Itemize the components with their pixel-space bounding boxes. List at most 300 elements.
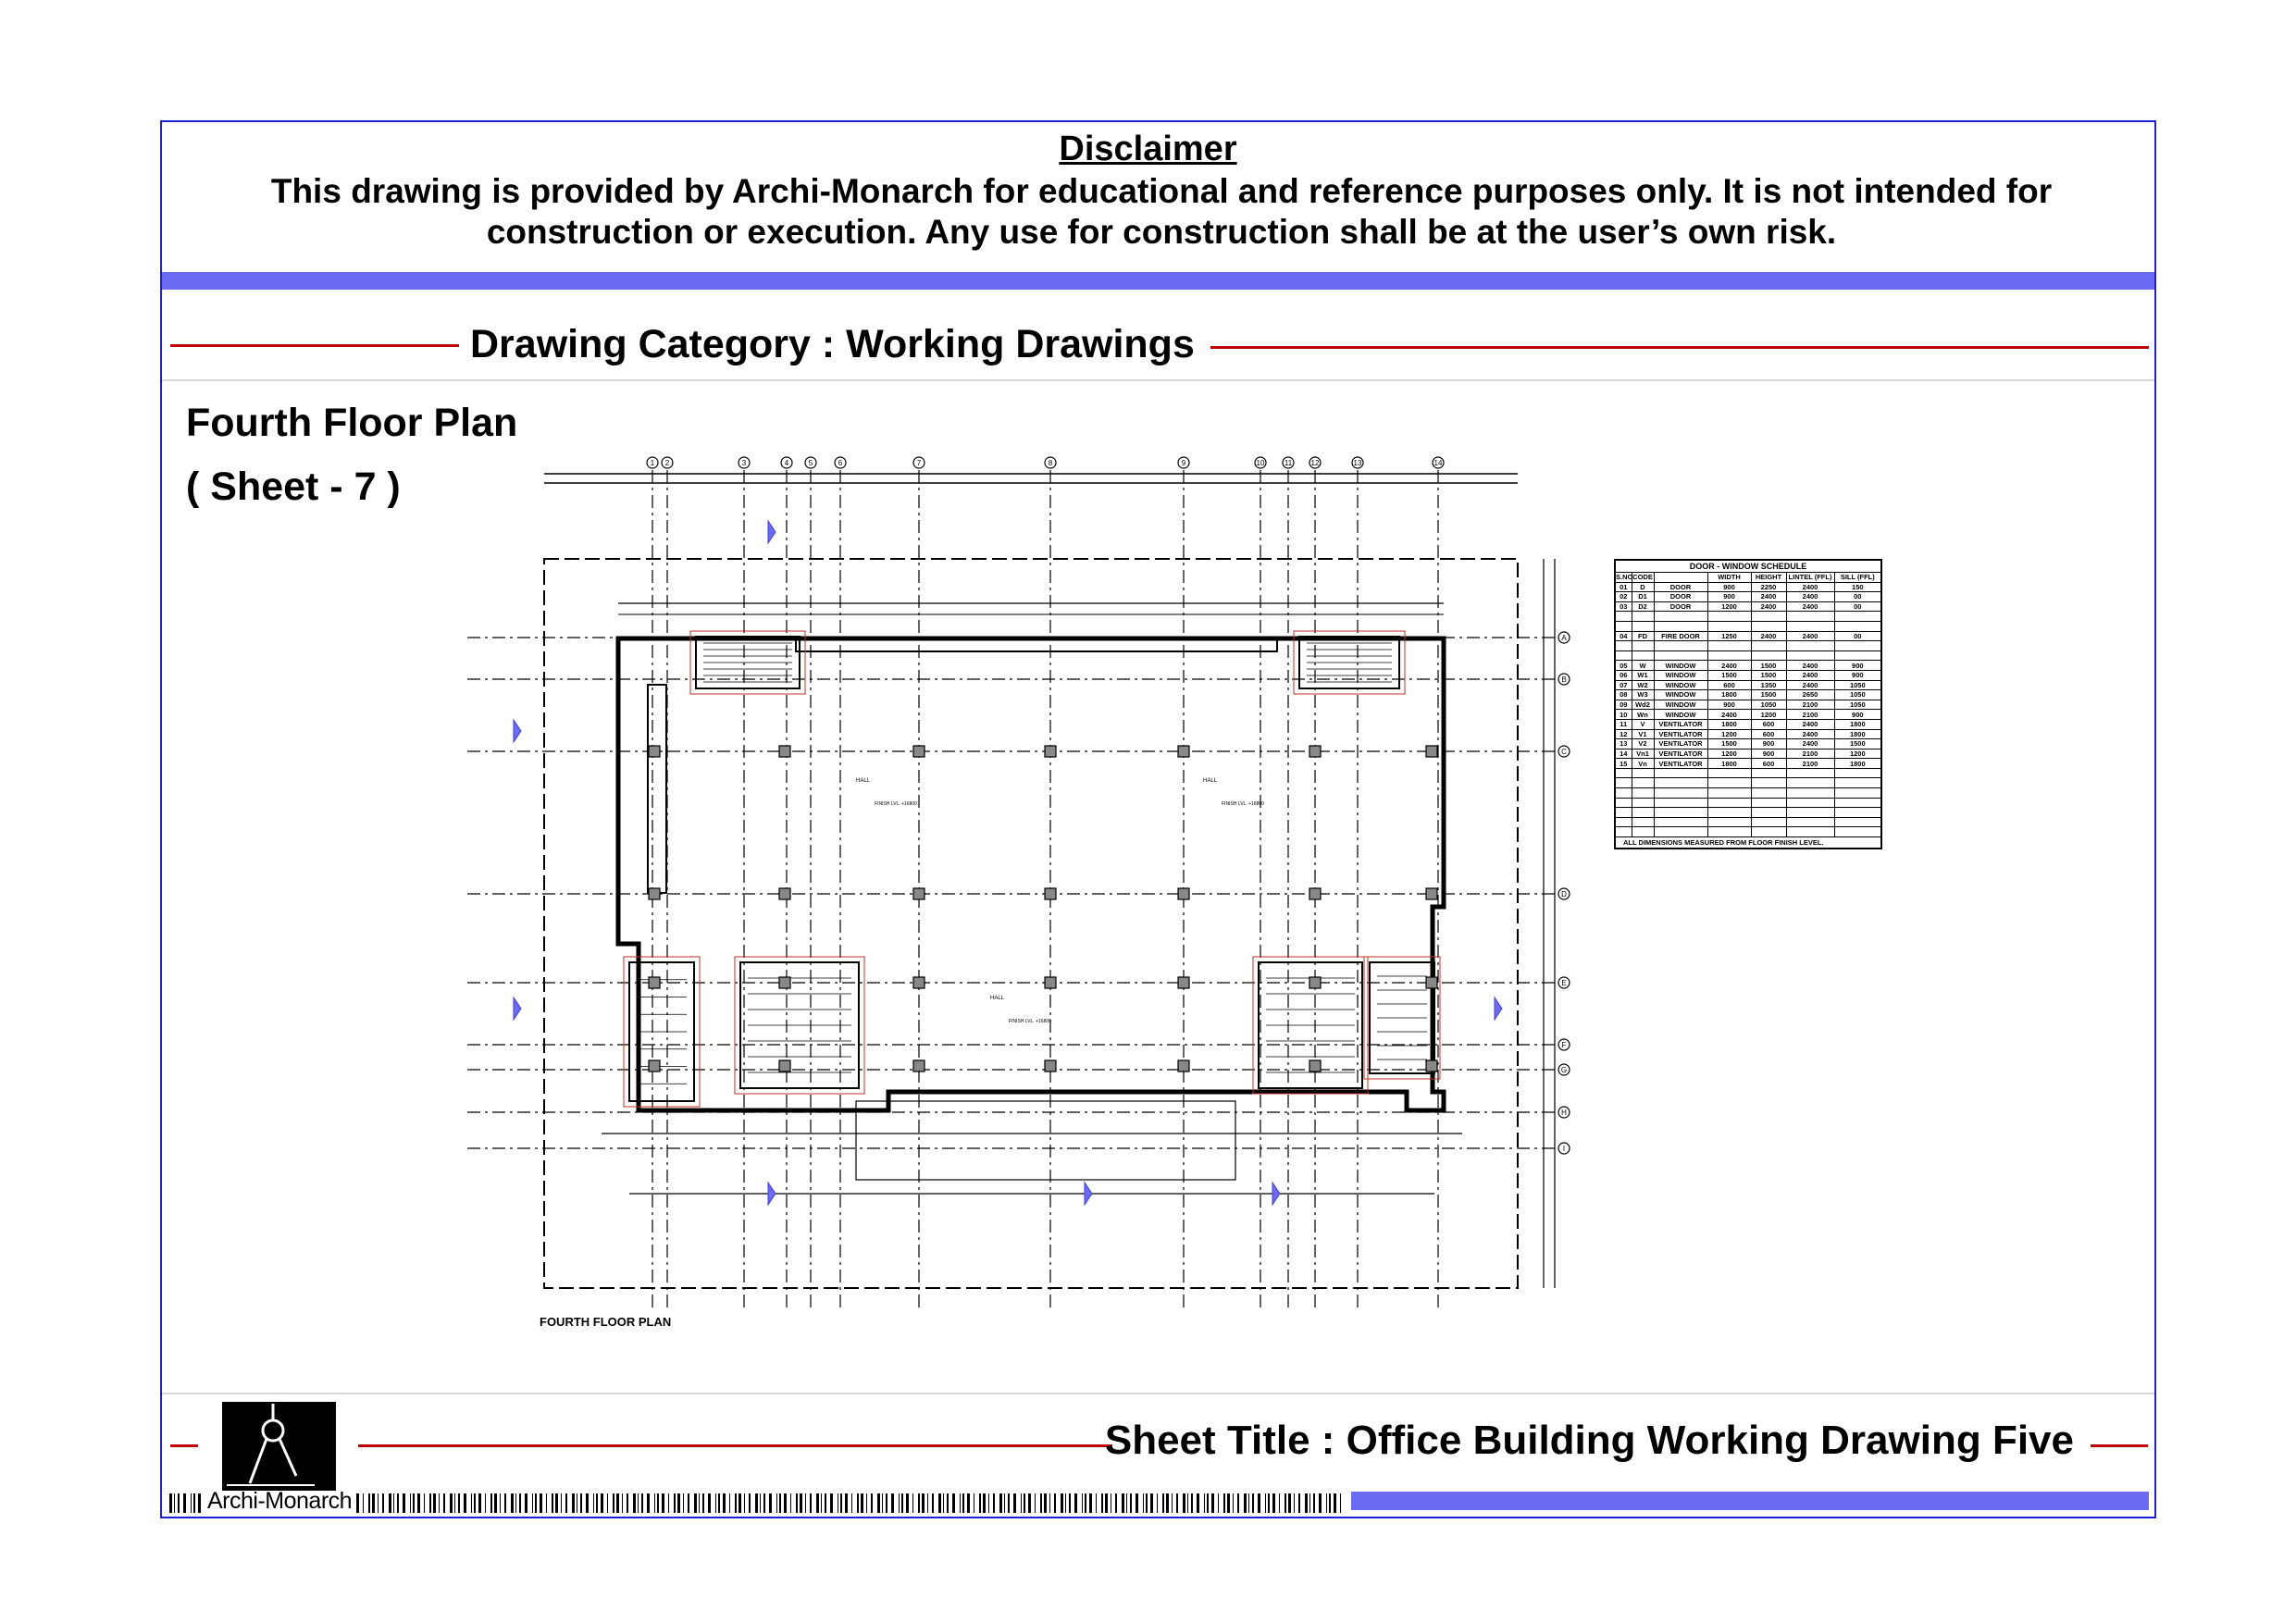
grid-label: 14 — [1433, 459, 1443, 467]
barcode-bar — [413, 1493, 415, 1513]
barcode-bar — [1065, 1493, 1066, 1513]
schedule-cell: 1200 — [1707, 749, 1751, 759]
schedule-cell: 00 — [1834, 631, 1881, 641]
grid-label: 7 — [916, 459, 922, 467]
barcode-bar — [1207, 1493, 1209, 1513]
barcode-bar — [901, 1493, 903, 1513]
barcode-bar — [779, 1493, 781, 1513]
schedule-cell: 2650 — [1786, 690, 1834, 700]
barcode-bar — [1309, 1493, 1310, 1513]
schedule-cell: 2400 — [1751, 592, 1786, 602]
schedule-cell — [1786, 817, 1834, 827]
schedule-cell — [1834, 827, 1881, 837]
barcode-bar — [1024, 1493, 1025, 1513]
barcode-bar — [1285, 1493, 1286, 1513]
schedule-row — [1615, 670, 1881, 680]
schedule-cell: 2400 — [1786, 739, 1834, 750]
schedule-cell: D1 — [1632, 592, 1654, 602]
grid-label: B — [1561, 675, 1567, 684]
barcode-bar — [535, 1493, 537, 1513]
schedule-cell: 1050 — [1834, 690, 1881, 700]
schedule-cell: Vn — [1632, 759, 1654, 769]
schedule-cell — [1751, 827, 1786, 837]
finish-level-label: FINISH LVL. +16800 — [1222, 801, 1264, 807]
schedule-cell — [1707, 808, 1751, 818]
barcode-bar — [1334, 1493, 1336, 1513]
barcode-bar — [1265, 1493, 1266, 1513]
barcode-bar — [1279, 1493, 1280, 1513]
schedule-cell: 900 — [1707, 700, 1751, 710]
schedule-cell: 1800 — [1834, 759, 1881, 769]
barcode-bar — [694, 1493, 697, 1513]
structural-column — [779, 977, 790, 988]
structural-column — [1426, 888, 1437, 899]
schedule-cell: W1 — [1632, 670, 1654, 680]
schedule-cell: WINDOW — [1654, 710, 1707, 720]
schedule-cell — [1615, 778, 1632, 788]
finish-level-label: FINISH LVL. +16800 — [875, 801, 917, 807]
schedule-cell: 2400 — [1786, 661, 1834, 671]
schedule-cell: 900 — [1834, 710, 1881, 720]
brand-name: Archi-Monarch — [207, 1488, 353, 1514]
schedule-row — [1615, 739, 1881, 750]
barcode-bar — [999, 1493, 1002, 1513]
schedule-cell — [1834, 788, 1881, 799]
barcode-bar — [1122, 1493, 1124, 1513]
schedule-cell: 1800 — [1707, 719, 1751, 729]
schedule-header: SILL (FFL) — [1834, 573, 1881, 583]
schedule-cell: WINDOW — [1654, 661, 1707, 671]
schedule-cell: 2100 — [1786, 710, 1834, 720]
schedule-cell — [1751, 788, 1786, 799]
barcode-bar — [183, 1493, 186, 1513]
schedule-cell: 1500 — [1707, 670, 1751, 680]
barcode-bar — [198, 1493, 201, 1513]
barcode-bar — [962, 1493, 964, 1513]
barcode-bar — [525, 1493, 527, 1513]
schedule-cell: 1200 — [1707, 729, 1751, 739]
barcode-bar — [1101, 1493, 1103, 1513]
grid-label: F — [1561, 1041, 1567, 1049]
schedule-cell: VENTILATOR — [1654, 729, 1707, 739]
schedule-cell — [1786, 788, 1834, 799]
barcode-bar — [657, 1493, 659, 1513]
schedule-cell — [1786, 827, 1834, 837]
schedule-cell — [1751, 768, 1786, 778]
barcode-bar — [389, 1493, 391, 1513]
barcode-bar — [1233, 1493, 1234, 1513]
schedule-cell: WINDOW — [1654, 680, 1707, 690]
barcode-bar — [699, 1493, 700, 1513]
schedule-cell: 1200 — [1707, 601, 1751, 612]
barcode-bar — [586, 1493, 589, 1513]
schedule-cell — [1707, 650, 1751, 661]
barcode-bar — [821, 1493, 822, 1513]
grid-label: C — [1561, 748, 1567, 756]
barcode-bar — [1040, 1493, 1042, 1513]
schedule-cell: WINDOW — [1654, 670, 1707, 680]
schedule-cell: 2400 — [1707, 661, 1751, 671]
structural-column — [649, 746, 660, 757]
barcode-bar — [899, 1493, 900, 1513]
schedule-cell: Wn — [1632, 710, 1654, 720]
schedule-cell — [1632, 641, 1654, 651]
barcode-bar — [840, 1493, 842, 1513]
schedule-cell — [1751, 612, 1786, 622]
barcode-bar — [1223, 1493, 1225, 1513]
schedule-cell: WINDOW — [1654, 690, 1707, 700]
barcode-bar — [816, 1493, 819, 1513]
grid-label: 4 — [784, 459, 789, 467]
structural-column — [1309, 977, 1321, 988]
barcode-bar — [378, 1493, 379, 1513]
barcode-bar — [596, 1493, 598, 1513]
schedule-cell — [1654, 641, 1707, 651]
section-marker-icon — [768, 1183, 776, 1205]
barcode-bar — [1115, 1493, 1117, 1513]
grid-label: E — [1561, 979, 1567, 987]
barcode-bar — [729, 1493, 730, 1513]
barcode-bar — [478, 1493, 481, 1513]
barcode-bar — [1197, 1493, 1199, 1513]
structural-column — [1309, 746, 1321, 757]
barcode-bar — [638, 1493, 639, 1513]
schedule-title: DOOR - WINDOW SCHEDULE — [1615, 560, 1881, 573]
disclaimer-line-2: construction or execution. Any use for construction shall be at the user’s own risk. — [486, 213, 1837, 251]
barcode-bar — [1211, 1493, 1214, 1513]
schedule-note-row — [1615, 837, 1881, 849]
schedule-cell: VENTILATOR — [1654, 749, 1707, 759]
schedule-cell — [1751, 641, 1786, 651]
schedule-cell — [1834, 650, 1881, 661]
structural-column — [1426, 977, 1437, 988]
schedule-cell: 2100 — [1786, 759, 1834, 769]
barcode-bar — [1096, 1493, 1097, 1513]
barcode-bar — [1204, 1493, 1205, 1513]
schedule-cell — [1751, 817, 1786, 827]
barcode-bar — [749, 1493, 751, 1513]
schedule-cell: DOOR — [1654, 582, 1707, 592]
barcode-bar — [1089, 1493, 1092, 1513]
schedule-cell — [1632, 817, 1654, 827]
grid-label: 12 — [1310, 459, 1320, 467]
schedule-cell: 1800 — [1707, 759, 1751, 769]
schedule-cell: 00 — [1834, 592, 1881, 602]
barcode-bar — [1313, 1493, 1315, 1513]
barcode-bar — [738, 1493, 741, 1513]
grid-label: 8 — [1048, 459, 1053, 467]
schedule-cell: 2400 — [1786, 592, 1834, 602]
schedule-cell — [1834, 641, 1881, 651]
barcode-bar — [397, 1493, 399, 1513]
schedule-cell — [1751, 650, 1786, 661]
schedule-row — [1615, 641, 1881, 651]
schedule-row — [1615, 592, 1881, 602]
drawing-label: FOURTH FLOOR PLAN — [540, 1315, 672, 1329]
barcode-bar — [983, 1493, 986, 1513]
schedule-cell: 1500 — [1751, 690, 1786, 700]
barcode-bar — [1013, 1493, 1016, 1513]
barcode-bar — [851, 1493, 852, 1513]
schedule-cell — [1786, 808, 1834, 818]
barcode-bar — [368, 1493, 370, 1513]
barcode-bar — [796, 1493, 798, 1513]
schedule-cell: 2400 — [1786, 680, 1834, 690]
schedule-cell: 04 — [1615, 631, 1632, 641]
schedule-cell: VENTILATOR — [1654, 719, 1707, 729]
barcode-bar — [1157, 1493, 1158, 1513]
barcode-bar — [769, 1493, 772, 1513]
schedule-cell: 1050 — [1834, 680, 1881, 690]
schedule-cell: 1050 — [1751, 700, 1786, 710]
sheet-number: ( Sheet - 7 ) — [186, 465, 401, 509]
barcode-bar — [1126, 1493, 1127, 1513]
section-marker-icon — [1085, 1183, 1092, 1205]
structural-column — [913, 977, 925, 988]
barcode-bar — [938, 1493, 941, 1513]
schedule-cell: 2100 — [1786, 749, 1834, 759]
barcode-bar — [1074, 1493, 1077, 1513]
schedule-row — [1615, 808, 1881, 818]
schedule-cell — [1707, 798, 1751, 808]
schedule-cell — [1632, 621, 1654, 631]
structural-column — [1178, 1060, 1189, 1072]
schedule-cell: 2400 — [1786, 601, 1834, 612]
schedule-cell — [1834, 778, 1881, 788]
section-marker-icon — [514, 720, 521, 742]
structural-column — [649, 888, 660, 899]
schedule-cell — [1632, 778, 1654, 788]
schedule-cell: 600 — [1751, 729, 1786, 739]
barcode-right — [356, 1493, 1347, 1513]
schedule-cell: 1800 — [1834, 719, 1881, 729]
section-marker-icon — [1272, 1183, 1280, 1205]
schedule-cell: DOOR — [1654, 601, 1707, 612]
schedule-row — [1615, 768, 1881, 778]
barcode-bar — [546, 1493, 547, 1513]
barcode-bar — [555, 1493, 558, 1513]
schedule-cell: 1200 — [1834, 749, 1881, 759]
schedule-cell — [1707, 612, 1751, 622]
barcode-bar — [674, 1493, 676, 1513]
barcode-bar — [763, 1493, 765, 1513]
barcode-bar — [500, 1493, 501, 1513]
grid-label: 9 — [1181, 459, 1186, 467]
schedule-row — [1615, 827, 1881, 837]
barcode-bar — [960, 1493, 961, 1513]
schedule-cell: 2400 — [1751, 631, 1786, 641]
schedule-cell — [1786, 778, 1834, 788]
barcode-bar — [1258, 1493, 1260, 1513]
schedule-header: LINTEL (FFL) — [1786, 573, 1834, 583]
schedule-cell — [1786, 621, 1834, 631]
barcode-bar — [511, 1493, 514, 1513]
barcode-bar — [532, 1493, 533, 1513]
schedule-cell — [1632, 612, 1654, 622]
barcode-bar — [593, 1493, 594, 1513]
schedule-cell: V — [1632, 719, 1654, 729]
schedule-cell — [1707, 641, 1751, 651]
schedule-cell: 1250 — [1707, 631, 1751, 641]
schedule-row — [1615, 650, 1881, 661]
schedule-cell: W — [1632, 661, 1654, 671]
barcode-bar — [1085, 1493, 1086, 1513]
barcode-bar — [993, 1493, 995, 1513]
grid-label: A — [1561, 634, 1567, 642]
schedule-cell — [1615, 798, 1632, 808]
schedule-cell — [1834, 798, 1881, 808]
schedule-header: CODE — [1632, 573, 1653, 582]
barcode-bar — [760, 1493, 761, 1513]
section-marker-icon — [1495, 997, 1502, 1020]
schedule-cell: 900 — [1834, 670, 1881, 680]
schedule-cell: 900 — [1707, 582, 1751, 592]
schedule-cell: W3 — [1632, 690, 1654, 700]
barcode-bar — [613, 1493, 614, 1513]
schedule-cell: 05 — [1615, 661, 1632, 671]
schedule-cell — [1654, 798, 1707, 808]
barcode-bar — [882, 1493, 883, 1513]
barcode-bar — [363, 1493, 364, 1513]
schedule-cell: DOOR — [1654, 592, 1707, 602]
sheet-title: Sheet Title : Office Building Working Drawing Five — [1104, 1418, 2074, 1463]
schedule-cell: 14 — [1615, 749, 1632, 759]
structural-column — [649, 977, 660, 988]
barcode-bar — [1054, 1493, 1056, 1513]
barcode-bar — [622, 1493, 623, 1513]
section-marker-icon — [768, 521, 776, 543]
schedule-row — [1615, 788, 1881, 799]
schedule-cell: 1500 — [1834, 739, 1881, 750]
structural-column — [1178, 977, 1189, 988]
schedule-cell — [1834, 612, 1881, 622]
barcode-bar — [906, 1493, 909, 1513]
barcode-bar — [830, 1493, 833, 1513]
barcode-bar — [784, 1493, 787, 1513]
barcode-bar — [1218, 1493, 1219, 1513]
schedule-cell: 2400 — [1786, 670, 1834, 680]
schedule-row — [1615, 749, 1881, 759]
barcode-bar — [410, 1493, 411, 1513]
schedule-cell: 2400 — [1786, 582, 1834, 592]
barcode-bar — [1044, 1493, 1047, 1513]
plan-title: Fourth Floor Plan — [186, 401, 518, 445]
barcode-bar — [654, 1493, 655, 1513]
schedule-cell: FIRE DOOR — [1654, 631, 1707, 641]
compass-icon — [222, 1402, 336, 1491]
schedule-cell: 03 — [1615, 601, 1632, 612]
barcode-bar — [580, 1493, 582, 1513]
schedule-cell — [1632, 827, 1654, 837]
barcode-bar — [1288, 1493, 1291, 1513]
barcode-bar — [474, 1493, 476, 1513]
schedule-cell — [1632, 808, 1654, 818]
barcode-bar — [1172, 1493, 1173, 1513]
schedule-row — [1615, 729, 1881, 739]
schedule-cell: Vn1 — [1632, 749, 1654, 759]
schedule-cell — [1707, 778, 1751, 788]
barcode-bar — [515, 1493, 516, 1513]
barcode-bar — [688, 1493, 689, 1513]
schedule-cell: 2250 — [1751, 582, 1786, 592]
schedule-cell: D — [1632, 582, 1654, 592]
schedule-cell — [1654, 788, 1707, 799]
schedule-cell: 900 — [1751, 739, 1786, 750]
schedule-cell: Wd2 — [1632, 700, 1654, 710]
room-label: HALL — [1203, 778, 1218, 784]
schedule-cell — [1786, 612, 1834, 622]
schedule-cell: 1500 — [1751, 661, 1786, 671]
schedule-row — [1615, 778, 1881, 788]
schedule-cell: 600 — [1751, 719, 1786, 729]
barcode-bar — [871, 1493, 873, 1513]
grid-label: 1 — [650, 459, 655, 467]
barcode-bar — [382, 1493, 384, 1513]
schedule-cell — [1786, 768, 1834, 778]
drawing-category: Drawing Category : Working Drawings — [470, 322, 1195, 366]
barcode-bar — [952, 1493, 955, 1513]
barcode-bar — [1329, 1493, 1331, 1513]
terrace — [856, 1101, 1235, 1180]
schedule-cell: 08 — [1615, 690, 1632, 700]
barcode-bar — [193, 1493, 195, 1513]
structural-column — [1178, 746, 1189, 757]
barcode-bar — [485, 1493, 486, 1513]
schedule-note: ALL DIMENSIONS MEASURED FROM FLOOR FINISH LEVEL. — [1615, 837, 1881, 849]
barcode-bar — [424, 1493, 425, 1513]
schedule-cell — [1632, 650, 1654, 661]
footer-accent-bar — [1351, 1492, 2149, 1510]
schedule-cell: 10 — [1615, 710, 1632, 720]
schedule-cell: 150 — [1834, 582, 1881, 592]
barcode-bar — [755, 1493, 758, 1513]
barcode-bar — [439, 1493, 440, 1513]
barcode-bar — [647, 1493, 650, 1513]
barcode-bar — [633, 1493, 636, 1513]
grid-label: D — [1561, 890, 1567, 898]
schedule-cell: 1500 — [1707, 739, 1751, 750]
schedule-cell: W2 — [1632, 680, 1654, 690]
schedule-cell: 900 — [1834, 661, 1881, 671]
barcode-bar — [1082, 1493, 1083, 1513]
barcode-bar — [825, 1493, 826, 1513]
barcode-bar — [372, 1493, 375, 1513]
schedule-cell — [1615, 808, 1632, 818]
schedule-cell: 00 — [1834, 601, 1881, 612]
schedule-cell — [1654, 808, 1707, 818]
schedule-cell — [1751, 798, 1786, 808]
schedule-cell: 1350 — [1751, 680, 1786, 690]
barcode-bar — [1294, 1493, 1295, 1513]
schedule-row — [1615, 680, 1881, 690]
disclaimer-title: Disclaimer — [1059, 130, 1237, 168]
schedule-row — [1615, 817, 1881, 827]
schedule-cell: 900 — [1751, 749, 1786, 759]
barcode-bar — [504, 1493, 506, 1513]
barcode-bar — [723, 1493, 726, 1513]
barcode-bar — [1340, 1493, 1341, 1513]
grid-label: G — [1560, 1066, 1568, 1074]
schedule-cell — [1654, 621, 1707, 631]
structural-column — [1426, 746, 1437, 757]
barcode-bar — [708, 1493, 711, 1513]
schedule-cell — [1707, 768, 1751, 778]
schedule-cell — [1654, 650, 1707, 661]
structural-column — [779, 888, 790, 899]
schedule-cell: 2400 — [1751, 601, 1786, 612]
barcode-bar — [1187, 1493, 1188, 1513]
schedule-cell — [1632, 798, 1654, 808]
